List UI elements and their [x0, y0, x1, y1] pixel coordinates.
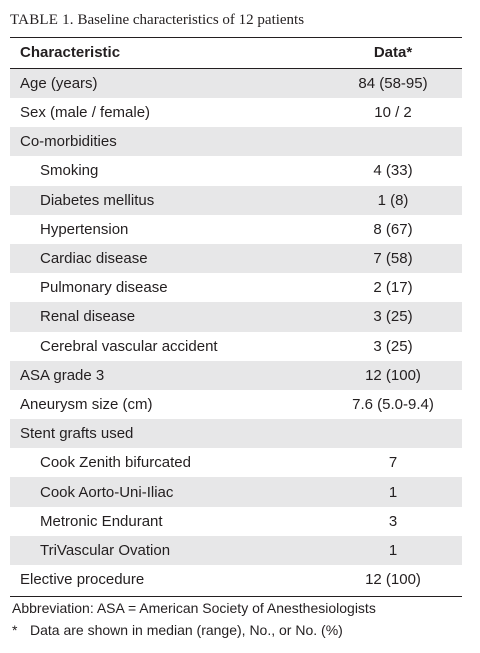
footnote-symbol: *: [12, 622, 18, 638]
row-label: Cook Aorto-Uni-Iliac: [40, 483, 174, 501]
row-value: 3 (25): [373, 337, 413, 355]
row-value: [332, 127, 462, 156]
table-body: [10, 69, 462, 595]
abbreviation-note: Abbreviation: ASA = American Society of Anesthesiologists: [12, 600, 376, 616]
row-label: Pulmonary disease: [40, 279, 168, 297]
row-value: 7.6 (5.0-9.4): [352, 395, 434, 413]
row-label: Elective procedure: [20, 571, 145, 589]
row-label: Renal disease: [40, 308, 136, 326]
row-value: 1: [388, 483, 398, 501]
table-number: TABLE 1.: [10, 12, 74, 28]
row-label: Metronic Endurant: [40, 512, 163, 530]
table-row: [10, 565, 462, 594]
row-value: 12 (100): [365, 366, 421, 384]
row-label: Cook Zenith bifurcated: [40, 454, 191, 472]
row-value: 1 (8): [377, 191, 409, 209]
footnote-text: Data are shown in median (range), No., or No. (%): [30, 622, 343, 638]
row-label: Stent grafts used: [20, 425, 134, 443]
header-data: Data*: [373, 44, 413, 61]
table-row: [10, 302, 462, 331]
row-label: ASA grade 3: [20, 366, 105, 384]
row-value: 3: [388, 512, 398, 530]
data-format-note: [12, 622, 343, 638]
table-row: [10, 448, 462, 477]
row-label: Sex (male / female): [20, 104, 151, 122]
table-title: [10, 10, 304, 30]
row-label: Age (years): [20, 75, 98, 92]
row-value: 3 (25): [373, 308, 413, 326]
table-row: [10, 215, 462, 244]
table-row: [10, 390, 462, 419]
row-value: 12 (100): [365, 571, 421, 589]
table-row: [10, 332, 462, 361]
table-row: [10, 127, 462, 156]
table-row: [10, 156, 462, 185]
header-row: [10, 38, 462, 69]
row-value: 7 (58): [373, 250, 413, 268]
table-row: [10, 98, 462, 127]
row-value: 7: [388, 454, 398, 472]
row-label: Co-morbidities: [20, 133, 117, 151]
table-row: [10, 536, 462, 565]
table-row: [10, 186, 462, 215]
row-value: 8 (67): [373, 220, 413, 238]
row-value: 84 (58-95): [358, 75, 428, 92]
table-row: [10, 419, 462, 448]
table-row: [10, 273, 462, 302]
row-value: [332, 419, 462, 448]
table-row: [10, 244, 462, 273]
row-label: TriVascular Ovation: [40, 541, 171, 559]
table-row: [10, 477, 462, 506]
row-value: 10 / 2: [374, 104, 412, 122]
row-label: Smoking: [40, 162, 99, 180]
bottom-rule: [10, 596, 462, 597]
row-value: 1: [388, 541, 398, 559]
table-row: [10, 507, 462, 536]
row-label: Cardiac disease: [40, 250, 148, 268]
row-label: Aneurysm size (cm): [20, 395, 153, 413]
row-label: Diabetes mellitus: [40, 191, 155, 209]
row-value: 4 (33): [373, 162, 413, 180]
table-row: [10, 69, 462, 99]
header-characteristic: Characteristic: [20, 44, 121, 61]
row-label: Hypertension: [40, 220, 129, 238]
table-row: [10, 361, 462, 390]
row-value: 2 (17): [373, 279, 413, 297]
baseline-table: [10, 38, 462, 594]
table-caption: Baseline characteristics of 12 patients: [77, 12, 305, 28]
row-label: Cerebral vascular accident: [40, 337, 218, 355]
